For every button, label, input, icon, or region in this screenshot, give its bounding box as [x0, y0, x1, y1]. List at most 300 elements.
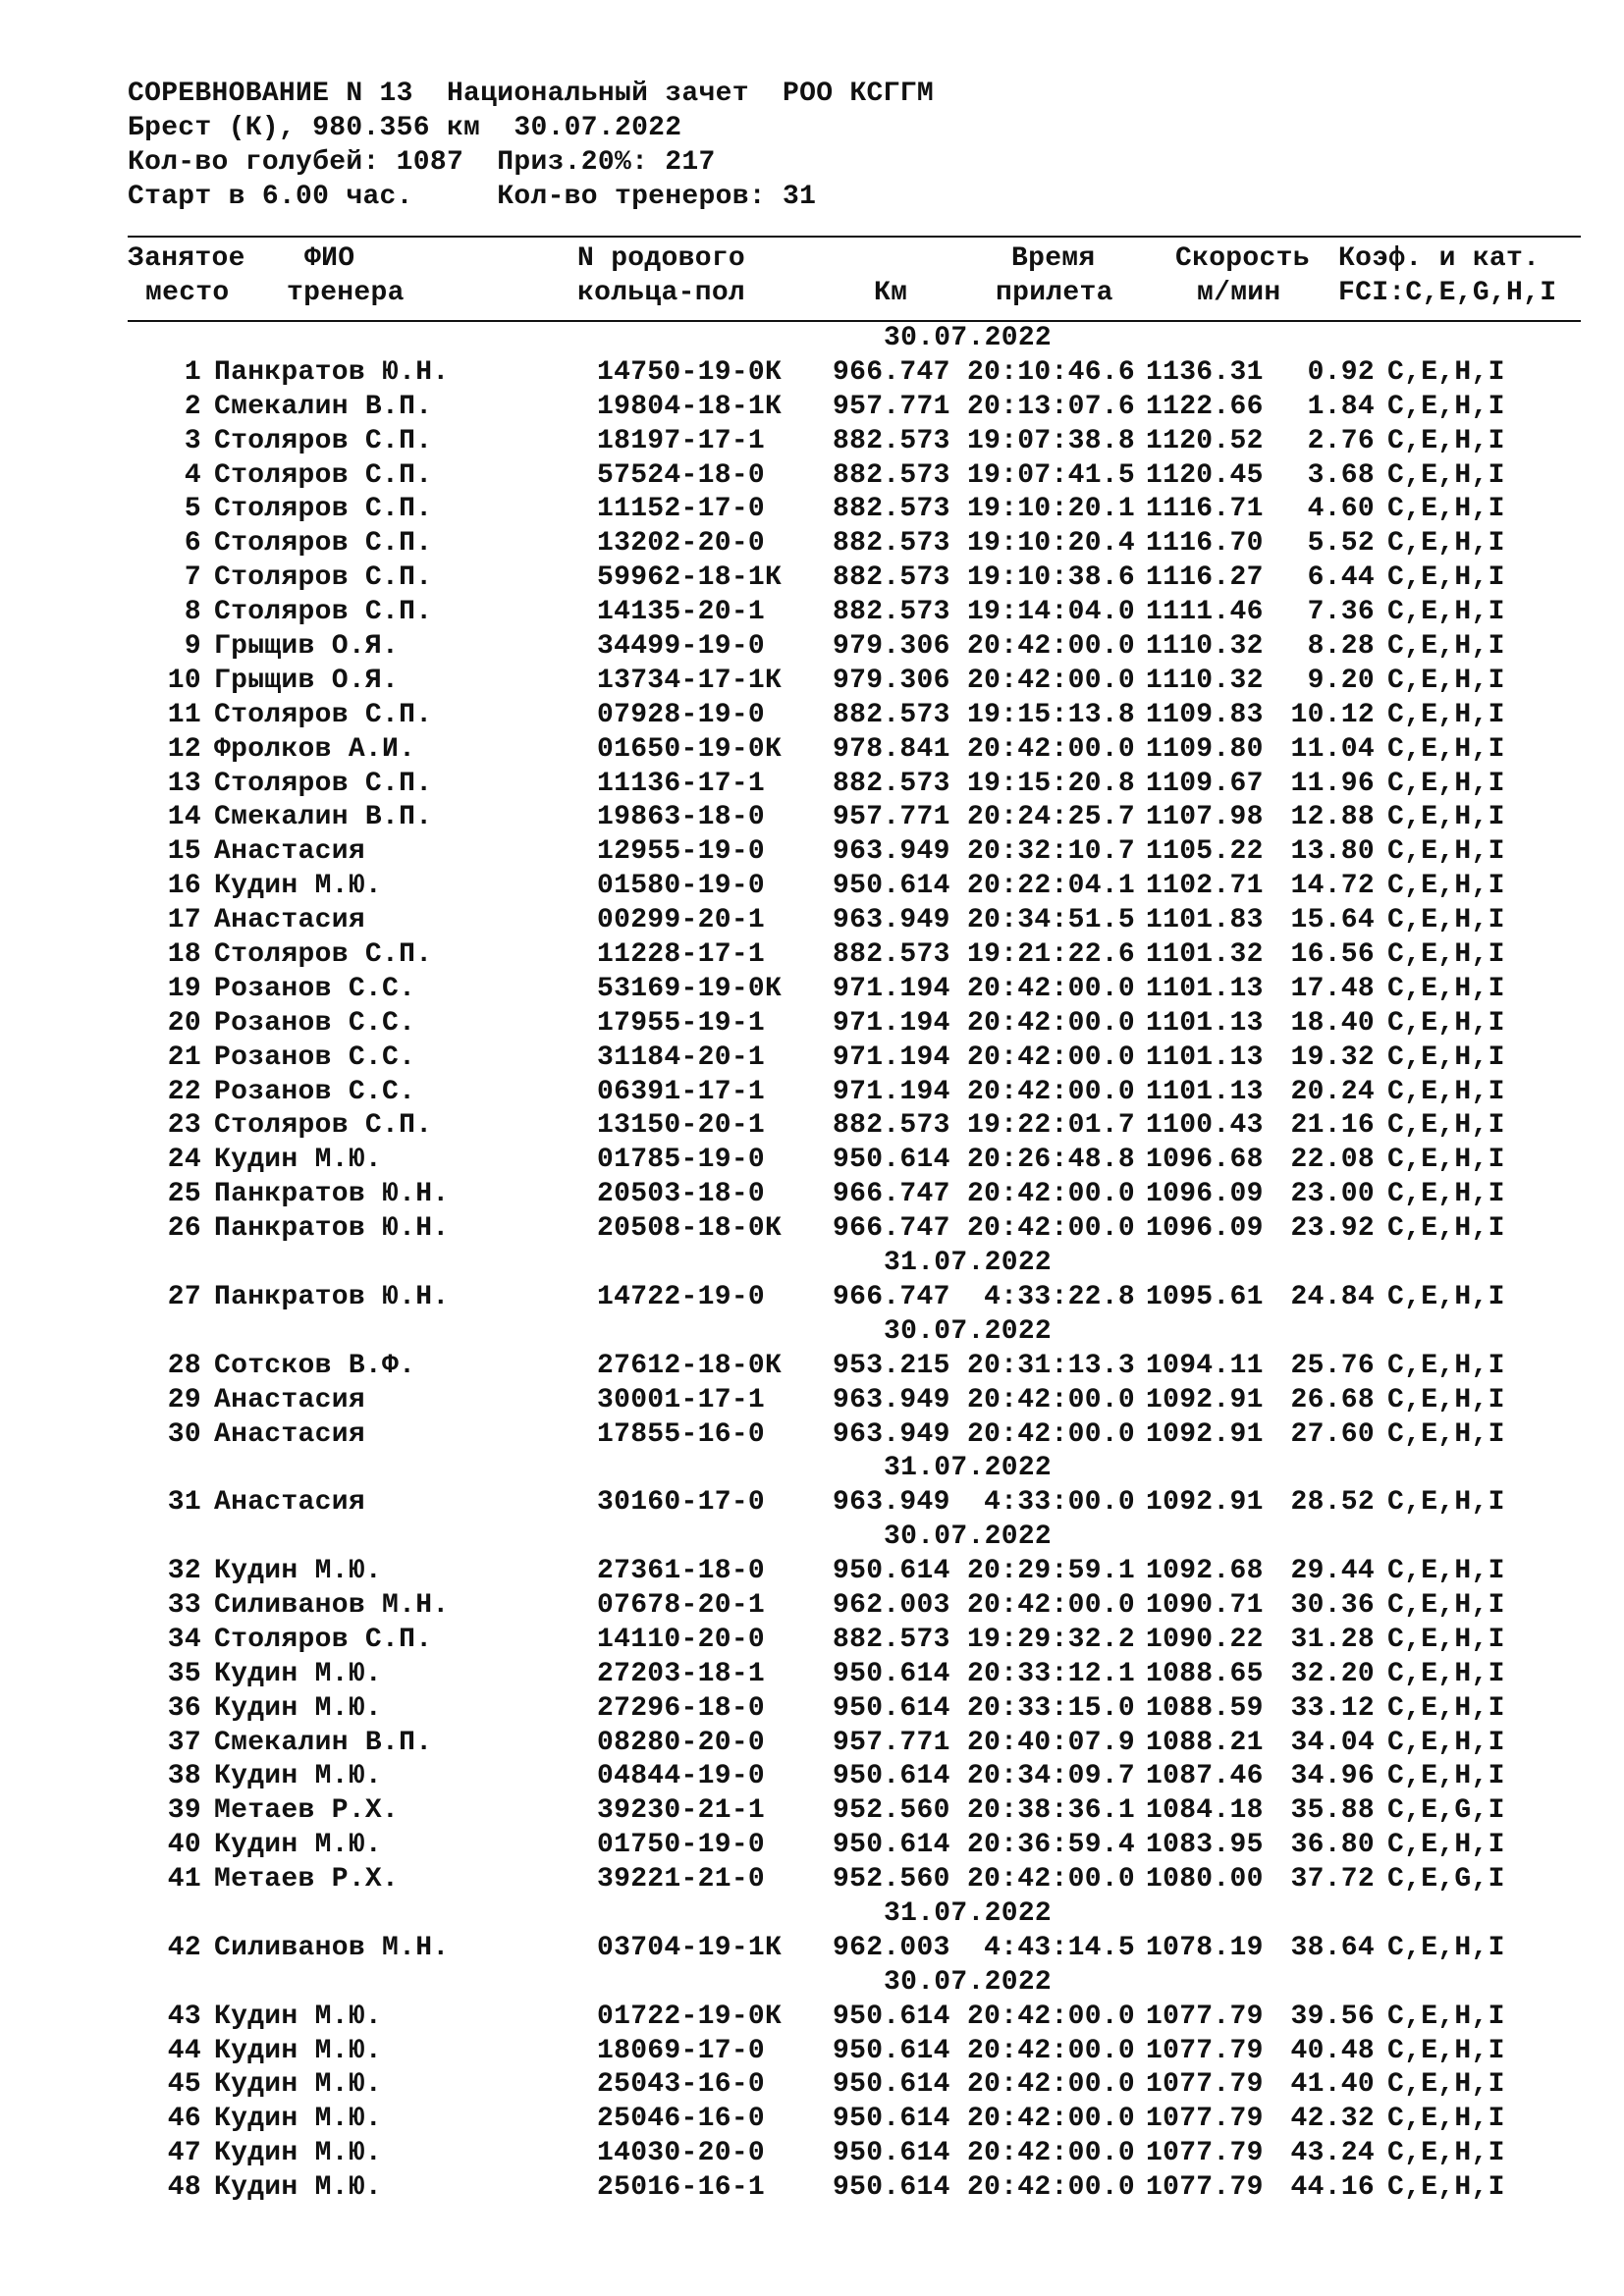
date-separator-label: 31.07.2022 — [884, 1897, 1053, 1929]
trainer-name-cell: Силиванов М.Н. — [214, 1589, 450, 1621]
coefficient-cell: 21.16 — [1290, 1110, 1375, 1142]
trainer-name-cell: Столяров С.П. — [214, 768, 433, 799]
col-place-line1: Занятое — [128, 243, 245, 274]
category-cell: C,E,H,I — [1387, 665, 1505, 696]
coefficient-cell: 29.44 — [1290, 1556, 1375, 1587]
category-cell: C,E,H,I — [1387, 1041, 1505, 1073]
speed-cell: 1120.52 — [1146, 425, 1264, 456]
arrival-time-cell: 19:07:38.8 — [966, 425, 1135, 456]
category-cell: C,E,H,I — [1387, 1213, 1505, 1245]
ring-number-cell: 01785-19-0 — [597, 1145, 766, 1176]
start-info: Старт в 6.00 час. Кол-во тренеров: 31 — [128, 182, 817, 212]
place-cell: 16 — [167, 871, 201, 902]
speed-cell: 1096.68 — [1146, 1145, 1264, 1176]
distance-cell: 962.003 — [833, 1932, 950, 1963]
category-cell: C,E,H,I — [1387, 1556, 1505, 1587]
place-cell: 6 — [184, 528, 201, 560]
trainer-name-cell: Смекалин В.П. — [214, 391, 433, 422]
table-row — [128, 870, 1581, 904]
category-cell: C,E,H,I — [1387, 973, 1505, 1004]
speed-cell: 1090.71 — [1146, 1589, 1264, 1621]
ring-number-cell: 30001-17-1 — [597, 1384, 766, 1415]
category-cell: C,E,H,I — [1387, 528, 1505, 560]
place-cell: 40 — [167, 1830, 201, 1861]
distance-cell: 963.949 — [833, 905, 950, 936]
arrival-time-cell: 20:42:00.0 — [966, 1076, 1135, 1107]
trainer-name-cell: Розанов С.С. — [214, 1007, 416, 1039]
category-cell: C,E,G,I — [1387, 1795, 1505, 1827]
speed-cell: 1116.70 — [1146, 528, 1264, 560]
trainer-name-cell: Кудин М.Ю. — [214, 1658, 383, 1689]
col-time-line2: прилета — [996, 278, 1113, 308]
coefficient-cell: 2.76 — [1307, 425, 1375, 456]
speed-cell: 1109.67 — [1146, 768, 1264, 799]
arrival-time-cell: 20:38:36.1 — [966, 1795, 1135, 1827]
category-cell: C,E,H,I — [1387, 1624, 1505, 1655]
trainer-name-cell: Столяров С.П. — [214, 939, 433, 971]
place-cell: 38 — [167, 1761, 201, 1792]
distance-cell: 966.747 — [833, 356, 950, 388]
speed-cell: 1110.32 — [1146, 631, 1264, 663]
ring-number-cell: 59962-18-1К — [597, 562, 783, 594]
arrival-time-cell: 20:33:15.0 — [966, 1692, 1135, 1724]
arrival-time-cell: 20:13:07.6 — [966, 391, 1135, 422]
table-row — [128, 527, 1581, 561]
trainer-name-cell: Панкратов Ю.Н. — [214, 1213, 450, 1245]
ring-number-cell: 19863-18-0 — [597, 802, 766, 833]
ring-number-cell: 11136-17-1 — [597, 768, 766, 799]
distance-cell: 950.614 — [833, 1556, 950, 1587]
trainer-name-cell: Кудин М.Ю. — [214, 1556, 383, 1587]
ring-number-cell: 03704-19-1К — [597, 1932, 783, 1963]
trainer-name-cell: Столяров С.П. — [214, 1624, 433, 1655]
arrival-time-cell: 20:31:13.3 — [966, 1350, 1135, 1381]
category-cell: C,E,G,I — [1387, 1864, 1505, 1896]
trainer-name-cell: Кудин М.Ю. — [214, 2172, 383, 2204]
coefficient-cell: 5.52 — [1307, 528, 1375, 560]
date-separator-label: 30.07.2022 — [884, 1522, 1053, 1553]
ring-number-cell: 53169-19-0К — [597, 973, 783, 1004]
category-cell: C,E,H,I — [1387, 1487, 1505, 1519]
pigeon-count: Кол-во голубей: 1087 Приз.20%: 217 — [128, 147, 716, 178]
date-separator-label: 30.07.2022 — [884, 323, 1053, 353]
arrival-time-cell: 20:42:00.0 — [966, 2001, 1135, 2032]
place-cell: 8 — [184, 597, 201, 628]
place-cell: 23 — [167, 1110, 201, 1142]
ring-number-cell: 27296-18-0 — [597, 1692, 766, 1724]
release-point: Брест (К), 980.356 км 30.07.2022 — [128, 113, 682, 143]
ring-number-cell: 25046-16-0 — [597, 2104, 766, 2135]
coefficient-cell: 44.16 — [1290, 2172, 1375, 2204]
category-cell: C,E,H,I — [1387, 562, 1505, 594]
coefficient-cell: 38.64 — [1290, 1932, 1375, 1963]
table-row — [128, 801, 1581, 835]
category-cell: C,E,H,I — [1387, 836, 1505, 868]
distance-cell: 966.747 — [833, 1213, 950, 1245]
ring-number-cell: 27612-18-0К — [597, 1350, 783, 1381]
category-cell: C,E,H,I — [1387, 1589, 1505, 1621]
trainer-name-cell: Смекалин В.П. — [214, 802, 433, 833]
table-row — [128, 1863, 1581, 1897]
arrival-time-cell: 20:26:48.8 — [966, 1145, 1135, 1176]
table-row — [128, 2068, 1581, 2103]
ring-number-cell: 01580-19-0 — [597, 871, 766, 902]
category-cell: C,E,H,I — [1387, 871, 1505, 902]
table-row — [128, 1109, 1581, 1144]
distance-cell: 882.573 — [833, 597, 950, 628]
date-separator — [128, 1315, 1581, 1350]
ring-number-cell: 14110-20-0 — [597, 1624, 766, 1655]
speed-cell: 1101.13 — [1146, 973, 1264, 1004]
column-headers — [128, 241, 1581, 310]
category-cell: C,E,H,I — [1387, 356, 1505, 388]
ring-number-cell: 01650-19-0К — [597, 733, 783, 765]
date-separator — [128, 1897, 1581, 1932]
distance-cell: 882.573 — [833, 562, 950, 594]
speed-cell: 1084.18 — [1146, 1795, 1264, 1827]
distance-cell: 950.614 — [833, 2001, 950, 2032]
ring-number-cell: 01750-19-0 — [597, 1830, 766, 1861]
results-document — [128, 77, 1581, 2206]
coefficient-cell: 26.68 — [1290, 1384, 1375, 1415]
table-row — [128, 1760, 1581, 1794]
speed-cell: 1095.61 — [1146, 1281, 1264, 1312]
coefficient-cell: 12.88 — [1290, 802, 1375, 833]
table-row — [128, 459, 1581, 494]
distance-cell: 882.573 — [833, 1624, 950, 1655]
speed-cell: 1101.32 — [1146, 939, 1264, 971]
coefficient-cell: 37.72 — [1290, 1864, 1375, 1896]
col-speed-line1: Скорость — [1175, 243, 1310, 274]
table-row — [128, 1350, 1581, 1384]
trainer-name-cell: Столяров С.П. — [214, 699, 433, 730]
table-row — [128, 1281, 1581, 1315]
arrival-time-cell: 20:29:59.1 — [966, 1556, 1135, 1587]
coefficient-cell: 40.48 — [1290, 2035, 1375, 2066]
table-row — [128, 1007, 1581, 1041]
ring-number-cell: 31184-20-1 — [597, 1041, 766, 1073]
speed-cell: 1100.43 — [1146, 1110, 1264, 1142]
category-cell: C,E,H,I — [1387, 2138, 1505, 2169]
table-row — [128, 1178, 1581, 1212]
place-cell: 34 — [167, 1624, 201, 1655]
ring-number-cell: 27203-18-1 — [597, 1658, 766, 1689]
place-cell: 37 — [167, 1727, 201, 1758]
speed-cell: 1107.98 — [1146, 802, 1264, 833]
place-cell: 7 — [184, 562, 201, 594]
category-cell: C,E,H,I — [1387, 1830, 1505, 1861]
arrival-time-cell: 20:42:00.0 — [966, 1384, 1135, 1415]
distance-cell: 882.573 — [833, 768, 950, 799]
results-table — [128, 322, 1581, 2206]
coefficient-cell: 15.64 — [1290, 905, 1375, 936]
table-row — [128, 356, 1581, 391]
place-cell: 31 — [167, 1487, 201, 1519]
ring-number-cell: 18069-17-0 — [597, 2035, 766, 2066]
ring-number-cell: 30160-17-0 — [597, 1487, 766, 1519]
trainer-name-cell: Столяров С.П. — [214, 425, 433, 456]
arrival-time-cell: 20:42:00.0 — [966, 631, 1135, 663]
table-row — [128, 835, 1581, 870]
arrival-time-cell: 19:14:04.0 — [966, 597, 1135, 628]
col-coef-line1: Коэф. и кат. — [1338, 243, 1541, 274]
place-cell: 5 — [184, 494, 201, 525]
distance-cell: 963.949 — [833, 1384, 950, 1415]
table-row — [128, 630, 1581, 665]
col-ring-line2: кольца-пол — [577, 278, 746, 308]
arrival-time-cell: 19:22:01.7 — [966, 1110, 1135, 1142]
place-cell: 11 — [167, 699, 201, 730]
category-cell: C,E,H,I — [1387, 631, 1505, 663]
distance-cell: 971.194 — [833, 1041, 950, 1073]
trainer-name-cell: Кудин М.Ю. — [214, 2001, 383, 2032]
trainer-name-cell: Анастасия — [214, 1418, 365, 1450]
distance-cell: 882.573 — [833, 494, 950, 525]
arrival-time-cell: 20:34:51.5 — [966, 905, 1135, 936]
speed-cell: 1096.09 — [1146, 1179, 1264, 1210]
table-row — [128, 1794, 1581, 1829]
place-cell: 24 — [167, 1145, 201, 1176]
ring-number-cell: 20508-18-0К — [597, 1213, 783, 1245]
speed-cell: 1101.13 — [1146, 1007, 1264, 1039]
coefficient-cell: 32.20 — [1290, 1658, 1375, 1689]
distance-cell: 882.573 — [833, 939, 950, 971]
category-cell: C,E,H,I — [1387, 939, 1505, 971]
col-ring-line1: N родового — [577, 243, 746, 274]
table-row — [128, 493, 1581, 527]
place-cell: 45 — [167, 2069, 201, 2101]
distance-cell: 957.771 — [833, 802, 950, 833]
coefficient-cell: 4.60 — [1307, 494, 1375, 525]
distance-cell: 952.560 — [833, 1864, 950, 1896]
coefficient-cell: 18.40 — [1290, 1007, 1375, 1039]
ring-number-cell: 34499-19-0 — [597, 631, 766, 663]
trainer-name-cell: Метаев Р.Х. — [214, 1864, 400, 1896]
table-row — [128, 2103, 1581, 2137]
date-separator-label: 30.07.2022 — [884, 1315, 1053, 1347]
coefficient-cell: 28.52 — [1290, 1487, 1375, 1519]
place-cell: 42 — [167, 1932, 201, 1963]
category-cell: C,E,H,I — [1387, 905, 1505, 936]
trainer-name-cell: Кудин М.Ю. — [214, 2104, 383, 2135]
place-cell: 3 — [184, 425, 201, 456]
table-row — [128, 1829, 1581, 1863]
table-row — [128, 1658, 1581, 1692]
category-cell: C,E,H,I — [1387, 2001, 1505, 2032]
category-cell: C,E,H,I — [1387, 802, 1505, 833]
arrival-time-cell: 20:40:07.9 — [966, 1727, 1135, 1758]
trainer-name-cell: Фролков А.И. — [214, 733, 416, 765]
table-row — [128, 1555, 1581, 1589]
distance-cell: 957.771 — [833, 1727, 950, 1758]
coefficient-cell: 8.28 — [1307, 631, 1375, 663]
arrival-time-cell: 19:10:20.4 — [966, 528, 1135, 560]
trainer-name-cell: Столяров С.П. — [214, 494, 433, 525]
category-cell: C,E,H,I — [1387, 1418, 1505, 1450]
ring-number-cell: 14135-20-1 — [597, 597, 766, 628]
distance-cell: 952.560 — [833, 1795, 950, 1827]
coefficient-cell: 13.80 — [1290, 836, 1375, 868]
category-cell: C,E,H,I — [1387, 2035, 1505, 2066]
date-separator — [128, 1247, 1581, 1281]
speed-cell: 1077.79 — [1146, 2001, 1264, 2032]
distance-cell: 971.194 — [833, 973, 950, 1004]
category-cell: C,E,H,I — [1387, 1932, 1505, 1963]
table-row — [128, 1589, 1581, 1624]
table-row — [128, 904, 1581, 938]
place-cell: 26 — [167, 1213, 201, 1245]
trainer-name-cell: Кудин М.Ю. — [214, 2069, 383, 2101]
arrival-time-cell: 20:42:00.0 — [966, 733, 1135, 765]
trainer-name-cell: Панкратов Ю.Н. — [214, 1281, 450, 1312]
distance-cell: 978.841 — [833, 733, 950, 765]
table-row — [128, 665, 1581, 699]
table-row — [128, 2171, 1581, 2206]
place-cell: 13 — [167, 768, 201, 799]
coefficient-cell: 36.80 — [1290, 1830, 1375, 1861]
arrival-time-cell: 20:42:00.0 — [966, 1007, 1135, 1039]
speed-cell: 1136.31 — [1146, 356, 1264, 388]
table-row — [128, 561, 1581, 596]
ring-number-cell: 39230-21-1 — [597, 1795, 766, 1827]
coefficient-cell: 39.56 — [1290, 2001, 1375, 2032]
table-row — [128, 2001, 1581, 2035]
speed-cell: 1109.80 — [1146, 733, 1264, 765]
arrival-time-cell: 19:07:41.5 — [966, 459, 1135, 491]
speed-cell: 1092.91 — [1146, 1487, 1264, 1519]
distance-cell: 963.949 — [833, 1487, 950, 1519]
category-cell: C,E,H,I — [1387, 1350, 1505, 1381]
place-cell: 10 — [167, 665, 201, 696]
table-row — [128, 1384, 1581, 1418]
arrival-time-cell: 20:22:04.1 — [966, 871, 1135, 902]
arrival-time-cell: 20:42:00.0 — [966, 1041, 1135, 1073]
distance-cell: 882.573 — [833, 1110, 950, 1142]
distance-cell: 963.949 — [833, 1418, 950, 1450]
speed-cell: 1078.19 — [1146, 1932, 1264, 1963]
arrival-time-cell: 20:42:00.0 — [966, 2104, 1135, 2135]
table-row — [128, 2137, 1581, 2171]
table-row — [128, 1692, 1581, 1727]
speed-cell: 1077.79 — [1146, 2172, 1264, 2204]
table-row — [128, 1041, 1581, 1076]
arrival-time-cell: 19:10:38.6 — [966, 562, 1135, 594]
arrival-time-cell: 20:42:00.0 — [966, 1589, 1135, 1621]
table-row — [128, 938, 1581, 973]
arrival-time-cell: 19:29:32.2 — [966, 1624, 1135, 1655]
speed-cell: 1116.71 — [1146, 494, 1264, 525]
arrival-time-cell: 20:36:59.4 — [966, 1830, 1135, 1861]
ring-number-cell: 25016-16-1 — [597, 2172, 766, 2204]
coefficient-cell: 11.96 — [1290, 768, 1375, 799]
place-cell: 27 — [167, 1281, 201, 1312]
trainer-name-cell: Столяров С.П. — [214, 562, 433, 594]
speed-cell: 1101.83 — [1146, 905, 1264, 936]
table-row — [128, 733, 1581, 768]
trainer-name-cell: Смекалин В.П. — [214, 1727, 433, 1758]
distance-cell: 971.194 — [833, 1007, 950, 1039]
category-cell: C,E,H,I — [1387, 1076, 1505, 1107]
category-cell: C,E,H,I — [1387, 699, 1505, 730]
col-place-line2: место — [145, 278, 230, 308]
arrival-time-cell: 4:33:22.8 — [984, 1281, 1135, 1312]
ring-number-cell: 14750-19-0К — [597, 356, 783, 388]
speed-cell: 1101.13 — [1146, 1076, 1264, 1107]
arrival-time-cell: 20:34:09.7 — [966, 1761, 1135, 1792]
place-cell: 21 — [167, 1041, 201, 1073]
date-separator — [128, 322, 1581, 356]
coefficient-cell: 24.84 — [1290, 1281, 1375, 1312]
category-cell: C,E,H,I — [1387, 1145, 1505, 1176]
distance-cell: 950.614 — [833, 2172, 950, 2204]
arrival-time-cell: 20:42:00.0 — [966, 1418, 1135, 1450]
coefficient-cell: 19.32 — [1290, 1041, 1375, 1073]
speed-cell: 1111.46 — [1146, 597, 1264, 628]
ring-number-cell: 17955-19-1 — [597, 1007, 766, 1039]
coefficient-cell: 23.92 — [1290, 1213, 1375, 1245]
place-cell: 20 — [167, 1007, 201, 1039]
speed-cell: 1092.91 — [1146, 1384, 1264, 1415]
date-separator — [128, 1966, 1581, 2001]
speed-cell: 1088.59 — [1146, 1692, 1264, 1724]
trainer-name-cell: Панкратов Ю.Н. — [214, 1179, 450, 1210]
distance-cell: 882.573 — [833, 425, 950, 456]
speed-cell: 1096.09 — [1146, 1213, 1264, 1245]
coefficient-cell: 30.36 — [1290, 1589, 1375, 1621]
date-separator — [128, 1521, 1581, 1555]
coefficient-cell: 25.76 — [1290, 1350, 1375, 1381]
table-row — [128, 1076, 1581, 1110]
competition-header — [128, 77, 1581, 214]
place-cell: 41 — [167, 1864, 201, 1896]
trainer-name-cell: Анастасия — [214, 836, 365, 868]
speed-cell: 1077.79 — [1146, 2035, 1264, 2066]
place-cell: 35 — [167, 1658, 201, 1689]
place-cell: 43 — [167, 2001, 201, 2032]
arrival-time-cell: 20:42:00.0 — [966, 665, 1135, 696]
place-cell: 44 — [167, 2035, 201, 2066]
coefficient-cell: 9.20 — [1307, 665, 1375, 696]
trainer-name-cell: Панкратов Ю.Н. — [214, 356, 450, 388]
ring-number-cell: 25043-16-0 — [597, 2069, 766, 2101]
trainer-name-cell: Столяров С.П. — [214, 597, 433, 628]
speed-cell: 1092.68 — [1146, 1556, 1264, 1587]
distance-cell: 950.614 — [833, 2104, 950, 2135]
arrival-time-cell: 20:42:00.0 — [966, 1864, 1135, 1896]
distance-cell: 950.614 — [833, 871, 950, 902]
ring-number-cell: 13202-20-0 — [597, 528, 766, 560]
category-cell: C,E,H,I — [1387, 1658, 1505, 1689]
category-cell: C,E,H,I — [1387, 1110, 1505, 1142]
speed-cell: 1088.65 — [1146, 1658, 1264, 1689]
arrival-time-cell: 19:21:22.6 — [966, 939, 1135, 971]
category-cell: C,E,H,I — [1387, 2069, 1505, 2101]
arrival-time-cell: 20:24:25.7 — [966, 802, 1135, 833]
coefficient-cell: 34.04 — [1290, 1727, 1375, 1758]
trainer-name-cell: Кудин М.Ю. — [214, 1761, 383, 1792]
table-row — [128, 2035, 1581, 2069]
category-cell: C,E,H,I — [1387, 494, 1505, 525]
place-cell: 39 — [167, 1795, 201, 1827]
speed-cell: 1077.79 — [1146, 2104, 1264, 2135]
ring-number-cell: 00299-20-1 — [597, 905, 766, 936]
coefficient-cell: 0.92 — [1307, 356, 1375, 388]
speed-cell: 1092.91 — [1146, 1418, 1264, 1450]
distance-cell: 950.614 — [833, 2035, 950, 2066]
table-row — [128, 1932, 1581, 1966]
trainer-name-cell: Розанов С.С. — [214, 973, 416, 1004]
place-cell: 1 — [184, 356, 201, 388]
